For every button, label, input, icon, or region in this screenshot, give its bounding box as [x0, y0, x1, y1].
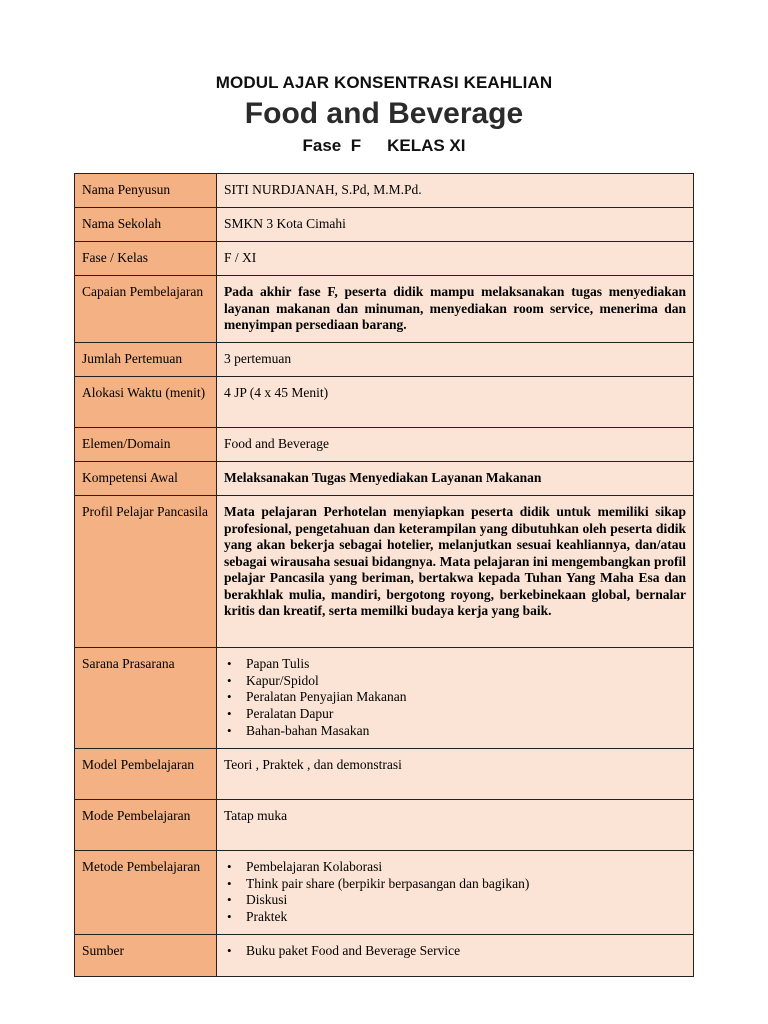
label-capaian: Capaian Pembelajaran: [75, 276, 217, 343]
value-jumlah-pertemuan: 3 pertemuan: [217, 343, 694, 377]
sarana-list: [224, 656, 686, 740]
value-sumber: [217, 935, 694, 977]
sumber-list: [224, 943, 686, 960]
value-kompetensi-awal: Melaksanakan Tugas Menyediakan Layanan Makanan: [217, 462, 694, 496]
label-elemen-domain: Elemen/Domain: [75, 428, 217, 462]
label-fase-kelas: Fase / Kelas: [75, 242, 217, 276]
label-model-pembelajaran: Model Pembelajaran: [75, 749, 217, 800]
label-nama-sekolah: Nama Sekolah: [75, 208, 217, 242]
value-model-pembelajaran: Teori , Praktek , dan demonstrasi: [217, 749, 694, 800]
list-item: • Peralatan Penyajian Makanan: [246, 689, 686, 706]
label-alokasi-waktu: Alokasi Waktu (menit): [75, 377, 217, 428]
row-sumber: [75, 935, 694, 977]
row-jumlah-pertemuan: [75, 343, 694, 377]
kelas-label: KELAS XI: [387, 136, 466, 155]
value-metode-pembelajaran: [217, 851, 694, 935]
list-item: • Bahan-bahan Masakan: [246, 723, 686, 740]
row-kompetensi-awal: [75, 462, 694, 496]
value-nama-sekolah: SMKN 3 Kota Cimahi: [217, 208, 694, 242]
metode-list: [224, 859, 686, 926]
list-item: • Papan Tulis: [246, 656, 686, 673]
row-capaian: [75, 276, 694, 343]
label-mode-pembelajaran: Mode Pembelajaran: [75, 800, 217, 851]
row-nama-sekolah: [75, 208, 694, 242]
module-title: Food and Beverage: [244, 97, 524, 130]
list-item: • Diskusi: [246, 892, 686, 909]
value-fase-kelas: F / XI: [217, 242, 694, 276]
module-subtitle: [0, 136, 768, 156]
module-heading: MODUL AJAR KONSENTRASI KEAHLIAN: [215, 73, 553, 92]
value-elemen-domain: Food and Beverage: [217, 428, 694, 462]
label-kompetensi-awal: Kompetensi Awal: [75, 462, 217, 496]
row-mode-pembelajaran: [75, 800, 694, 851]
value-capaian: Pada akhir fase F, peserta didik mampu melaksanakan tugas menyediakan layanan makanan dan minuman, menyediakan room service, menerima dan menyimpan persediaan barang.: [217, 276, 694, 343]
list-item: • Pembelajaran Kolaborasi: [246, 859, 686, 876]
row-sarana-prasarana: [75, 648, 694, 749]
list-item: • Think pair share (berpikir berpasangan dan bagikan): [246, 876, 686, 893]
label-nama-penyusun: Nama Penyusun: [75, 174, 217, 208]
value-mode-pembelajaran: Tatap muka: [217, 800, 694, 851]
value-nama-penyusun: SITI NURDJANAH, S.Pd, M.M.Pd.: [217, 174, 694, 208]
label-metode-pembelajaran: Metode Pembelajaran: [75, 851, 217, 935]
list-item: • Praktek: [246, 909, 686, 926]
label-profil-pelajar: Profil Pelajar Pancasila: [75, 496, 217, 648]
list-item: • Kapur/Spidol: [246, 673, 686, 690]
fase-label: Fase F: [302, 136, 362, 155]
list-item: • Peralatan Dapur: [246, 706, 686, 723]
row-alokasi-waktu: [75, 377, 694, 428]
row-metode-pembelajaran: [75, 851, 694, 935]
module-info-table: [74, 173, 694, 977]
row-fase-kelas: [75, 242, 694, 276]
row-nama-penyusun: [75, 174, 694, 208]
label-sarana-prasarana: Sarana Prasarana: [75, 648, 217, 749]
label-sumber: Sumber: [75, 935, 217, 977]
value-profil-pelajar: Mata pelajaran Perhotelan menyiapkan peserta didik untuk memiliki sikap profesional, pengetahuan dan keterampilan yang dibutuhkan oleh peserta didik yang akan bekerja sebagai hotelier, melanjutkan sesuai keahliannya, dan/atau sebagai wirausaha sesuai bidangnya. Mata pelajaran ini mengembangkan profil pelajar Pancasila yang beriman, bertakwa kepada Tuhan Yang Maha Esa dan berakhlak mulia, mandiri, bergotong royong, berkebinekaan global, bernalar kritis dan kreatif, serta memilki budaya kerja yang baik.: [217, 496, 694, 648]
list-item: • Buku paket Food and Beverage Service: [246, 943, 686, 960]
value-sarana-prasarana: [217, 648, 694, 749]
row-elemen-domain: [75, 428, 694, 462]
value-alokasi-waktu: 4 JP (4 x 45 Menit): [217, 377, 694, 428]
row-profil-pelajar: [75, 496, 694, 648]
row-model-pembelajaran: [75, 749, 694, 800]
label-jumlah-pertemuan: Jumlah Pertemuan: [75, 343, 217, 377]
